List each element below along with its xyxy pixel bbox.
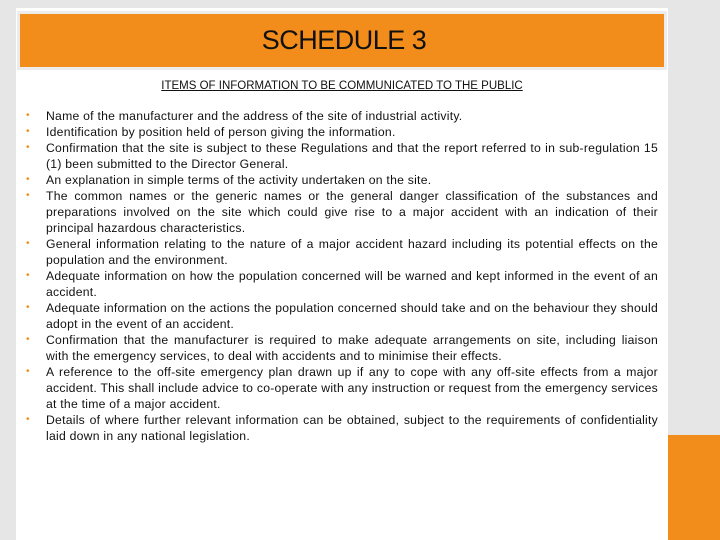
slide-title: SCHEDULE 3 <box>261 25 427 55</box>
list-item-text: A reference to the off-site emergency plan drawn up if any to cope with any off-site effects from a major accident. This shall include advice to co-operate with any instruction or request from the emergency services at the time of a major accident. <box>46 365 658 411</box>
bullet-icon: • <box>26 142 30 153</box>
list-item <box>26 268 658 300</box>
list-item <box>26 188 658 236</box>
list-item <box>26 124 658 140</box>
list-item <box>26 300 658 332</box>
list-item <box>26 172 658 188</box>
list-item-text: Identification by position held of person giving the information. <box>46 125 396 139</box>
bullet-icon: • <box>26 366 30 377</box>
list-item-text: Confirmation that the site is subject to these Regulations and that the report referred to in sub-regulation 15 (1) been submitted to the Director General. <box>46 141 658 171</box>
bullet-icon: • <box>26 334 30 345</box>
slide <box>16 8 668 540</box>
list-item-text: Adequate information on how the population concerned will be warned and kept informed in the event of an accident. <box>46 269 658 299</box>
title-bar <box>17 11 667 70</box>
list-item-text: Adequate information on the actions the population concerned should take and on the behaviour they should adopt in the event of an accident. <box>46 301 658 331</box>
list-item <box>26 364 658 412</box>
section-heading: ITEMS OF INFORMATION TO BE COMMUNICATED TO THE PUBLIC <box>161 80 523 92</box>
list-item-text: Details of where further relevant information can be obtained, subject to the requirements of confidentiality laid down in any national legislation. <box>46 413 658 443</box>
bullet-icon: • <box>26 190 30 201</box>
bullet-icon: • <box>26 126 30 137</box>
list-item-text: Confirmation that the manufacturer is required to make adequate arrangements on site, including liaison with the emergency services, to deal with accidents and to minimise their effects. <box>46 333 658 363</box>
bullet-icon: • <box>26 270 30 281</box>
bullet-icon: • <box>26 238 30 249</box>
bullet-icon: • <box>26 110 30 121</box>
background-left-strip <box>0 0 16 540</box>
list-item <box>26 332 658 364</box>
information-items-list <box>26 108 658 444</box>
list-item <box>26 236 658 268</box>
bullet-icon: • <box>26 174 30 185</box>
list-item <box>26 108 658 124</box>
accent-corner-block <box>668 435 720 540</box>
list-item-text: Name of the manufacturer and the address of the site of industrial activity. <box>46 109 463 123</box>
background-top-strip <box>0 0 720 8</box>
list-item-text: The common names or the generic names or the general danger classification of the substances and preparations involved on the site which could give rise to a major accident with an indication of their principal hazardous characteristics. <box>46 189 658 235</box>
bullet-icon: • <box>26 414 30 425</box>
list-item <box>26 412 658 444</box>
background-right-strip <box>668 0 720 435</box>
list-item-text: General information relating to the nature of a major accident hazard including its potential effects on the population and the environment. <box>46 237 658 267</box>
list-item-text: An explanation in simple terms of the activity undertaken on the site. <box>46 173 432 187</box>
bullet-icon: • <box>26 302 30 313</box>
list-item <box>26 140 658 172</box>
